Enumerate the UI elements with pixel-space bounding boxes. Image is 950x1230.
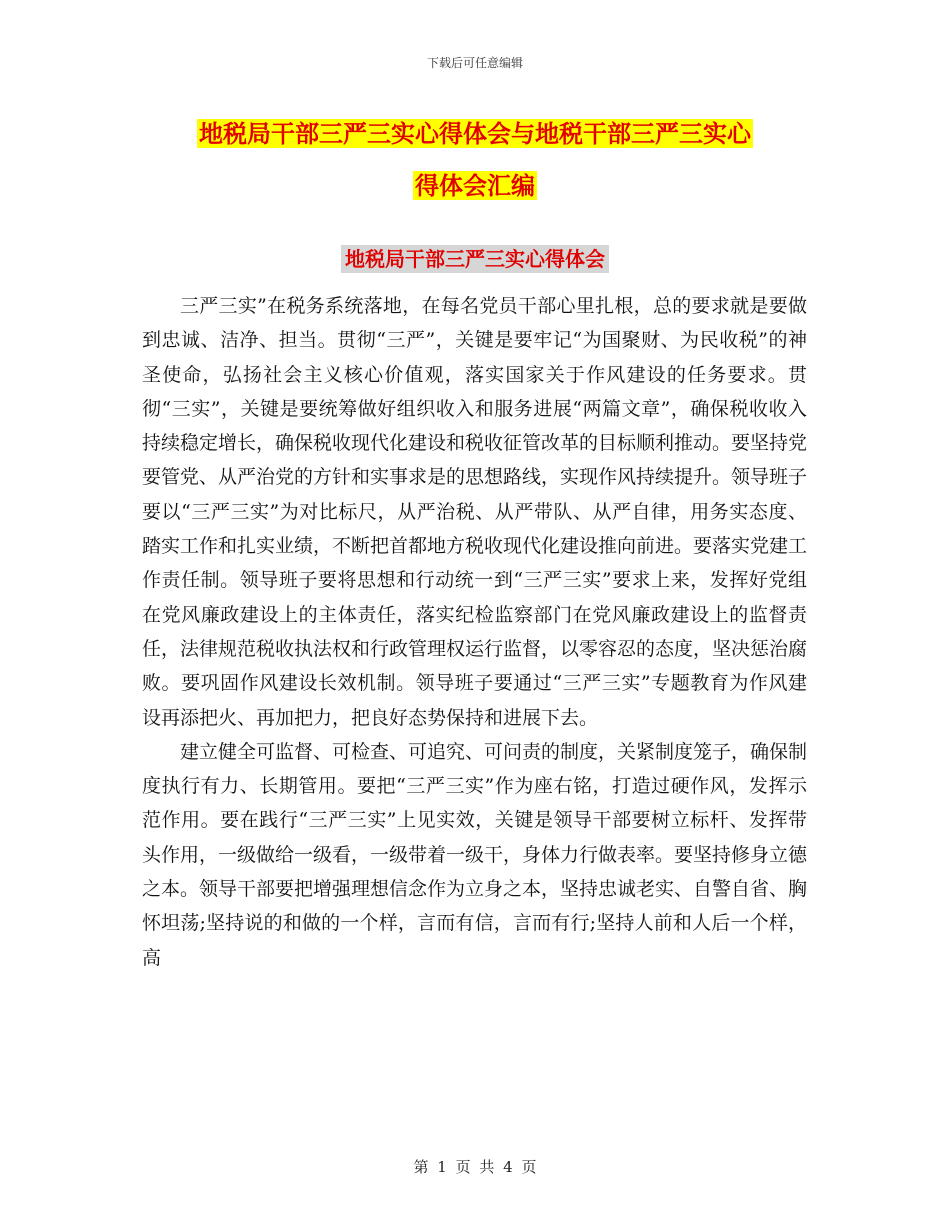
paragraph-1: 三严三实”在税务系统落地，在每名党员干部心里扎根，总的要求就是要做到忠诚、洁净、担当。贯彻“三严”，关键是要牢记“为国聚财、为民收税”的神圣使命，弘扬社会主义核心价值观，落实国家关于作风建设的任务要求。贯彻“三实”，关键是要统筹做好组织收入和服务进展“两篇文章”，确保税收收入持续稳定增长，确保税收现代化建设和税收征管改革的目标顺利推动。要坚持党要管党、从严治党的方针和实事求是的思想路线，实现作风持续提升。领导班子要以“三严三实”为对比标尺，从严治税、从严带队、从严自律，用务实态度、踏实工作和扎实业绩，不断把首都地方税收现代化建设推向前进。要落实党建工作责任制。领导班子要将思想和行动统一到“三严三实”要求上来，发挥好党组在党风廉政建设上的主体责任，落实纪检监察部门在党风廉政建设上的监督责任，法律规范税收执法权和行政管理权运行监督，以零容忍的态度，坚决惩治腐败。要巩固作风建设长效机制。领导班子要通过“三严三实”专题教育为作风建设再添把火、再加把力，把良好态势保持和进展下去。 — [142, 295, 808, 729]
header-note: 下载后可任意编辑 — [426, 56, 523, 70]
document-title — [140, 108, 810, 212]
section-title — [0, 243, 950, 272]
paragraph-2: 建立健全可监督、可检查、可追究、可问责的制度，关紧制度笼子，确保制度执行有力、长期管用。要把“三严三实”作为座右铭，打造过硬作风，发挥示范作用。要在践行“三严三实”上见实效，关键是领导干部要树立标杆、发挥带头作用，一级做给一级看，一级带着一级干，身体力行做表率。要坚持修身立德之本。领导干部要把增强理想信念作为立身之本，坚持忠诚老实、自警自省、胸怀坦荡;坚持说的和做的一个样，言而有信，言而有行;坚持人前和人后一个样，高 — [142, 740, 808, 969]
page-number-footer: 第 1 页 共 4 页 — [413, 1158, 537, 1176]
document-title-line-2: 得体会汇编 — [415, 171, 535, 200]
document-title-line-1: 地税局干部三严三实心得体会与地税干部三严三实心 — [199, 119, 751, 148]
section-title-text: 地税局干部三严三实心得体会 — [341, 245, 609, 273]
body-text — [142, 289, 807, 975]
